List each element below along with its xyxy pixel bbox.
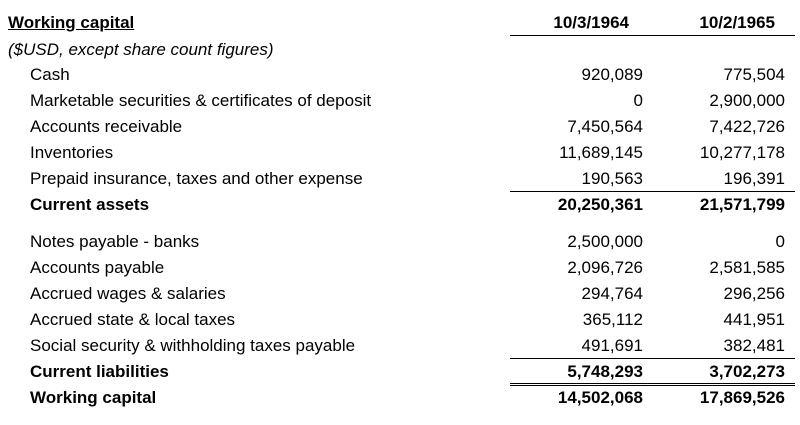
value-1964: 365,112 (582, 310, 643, 329)
value-1964: 7,450,564 (567, 117, 643, 136)
subtitle-row (0, 37, 800, 63)
row-label: Marketable securities & certificates of deposit (30, 91, 372, 110)
value-1965: 10,277,178 (699, 143, 785, 162)
value-1965: 296,256 (723, 284, 785, 303)
value-1964: 491,691 (581, 336, 643, 355)
subtotal-row (0, 359, 800, 385)
value-1964: 0 (633, 91, 643, 110)
units-note: ($USD, except share count figures) (8, 40, 274, 59)
column-header-1964: 10/3/1964 (553, 13, 629, 32)
row-label: Accrued wages & salaries (30, 284, 226, 303)
value-1965: 775,504 (723, 65, 785, 84)
row-label: Cash (30, 65, 70, 84)
table-row (0, 229, 800, 255)
row-label: Notes payable - banks (30, 232, 200, 251)
value-1964: 14,502,068 (557, 388, 643, 407)
table-row (0, 140, 800, 166)
table-row (0, 281, 800, 307)
column-header-1965: 10/2/1965 (699, 13, 775, 32)
value-1965: 21,571,799 (699, 195, 785, 214)
value-1964: 920,089 (581, 65, 643, 84)
total-row (0, 385, 800, 411)
value-1965: 2,900,000 (709, 91, 785, 110)
row-label: Working capital (30, 388, 157, 407)
value-1964: 11,689,145 (559, 143, 643, 162)
table-title: Working capital (8, 13, 135, 32)
value-1965: 441,951 (723, 310, 785, 329)
value-1964: 190,563 (581, 169, 643, 188)
row-label: Accounts payable (30, 258, 165, 277)
row-label: Inventories (30, 143, 114, 162)
row-label: Current assets (30, 195, 150, 214)
value-1965: 196,391 (723, 169, 785, 188)
row-label: Social security & withholding taxes payable (30, 336, 356, 355)
value-1965: 0 (775, 232, 785, 251)
row-label: Current liabilities (30, 362, 169, 381)
row-label: Accrued state & local taxes (30, 310, 236, 329)
table-row (0, 307, 800, 333)
header-row (0, 10, 800, 36)
value-1964: 5,748,293 (567, 362, 643, 381)
header-underline (510, 35, 795, 36)
value-1964: 20,250,361 (557, 195, 643, 214)
table-row (0, 114, 800, 140)
table-row (0, 62, 800, 88)
row-label: Prepaid insurance, taxes and other expense (30, 169, 363, 188)
value-1965: 3,702,273 (709, 362, 785, 381)
value-1965: 2,581,585 (709, 258, 785, 277)
value-1965: 7,422,726 (709, 117, 785, 136)
subtotal-row (0, 192, 800, 218)
value-1965: 17,869,526 (699, 388, 785, 407)
table-row (0, 333, 800, 359)
value-1965: 382,481 (723, 336, 785, 355)
table-row (0, 166, 800, 192)
value-1964: 2,500,000 (567, 232, 643, 251)
row-label: Accounts receivable (30, 117, 183, 136)
table-row (0, 88, 800, 114)
table-row (0, 255, 800, 281)
value-1964: 2,096,726 (567, 258, 643, 277)
value-1964: 294,764 (581, 284, 643, 303)
